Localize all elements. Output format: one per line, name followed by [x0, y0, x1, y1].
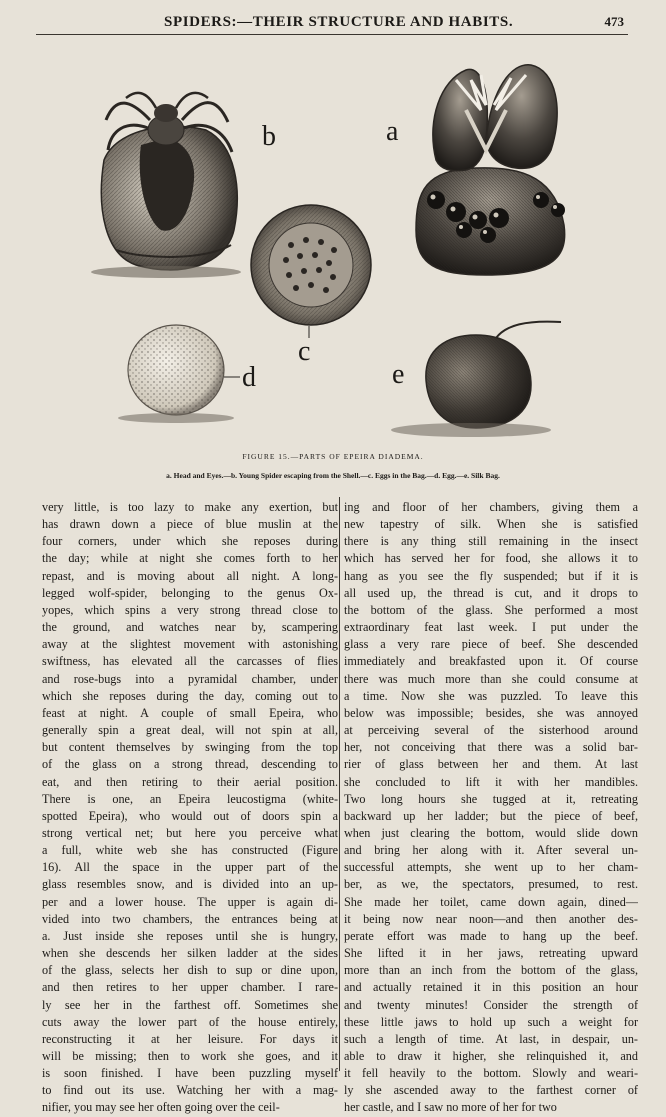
text-line: a. Just inside she reposes until she is hungry,: [42, 928, 338, 943]
text-line: able to draw it higher, she relinquished it, and: [344, 1049, 638, 1063]
text-line: She lifted it in her jaws, retreating upward: [344, 946, 638, 961]
text-line: of the glass, selects her dish to sup or dine upon,: [42, 963, 338, 978]
engraving: [86, 50, 606, 442]
text-line: backward up her ladder; but the piece of beef,: [344, 808, 638, 823]
text-line: the bottom of the glass. She performed a most: [344, 602, 638, 617]
text-line: but content themselves by swinging from the top: [42, 740, 338, 755]
text-line: cuts away the lower part of the house entirely,: [42, 1014, 338, 1029]
text-line: There is one, an Epeira leucostigma (white-: [42, 791, 338, 806]
text-line: more than an inch from the bottom of the glass,: [344, 963, 638, 978]
text-line: to find out its use. Watching her with a mag-: [42, 1083, 338, 1098]
text-line: nifier, you may see her often going over the ceil-: [42, 1100, 280, 1115]
text-line: a full, white web she has constructed (Figure: [42, 843, 338, 858]
text-line: when just clearing the bottom, would slide down: [344, 825, 638, 840]
text-line: generally spin a great deal, will not spin at all,: [42, 723, 338, 738]
text-line: glass a very rare piece of beef. She descended: [344, 637, 638, 652]
text-line: it fell heavily to the bottom. Slowly and weari-: [344, 1066, 638, 1081]
figure-caption: a. Head and Eyes.—b. Young Spider escaping from the Shell.—c. Eggs in the Bag.—d. Egg.—e. Silk Bag.: [166, 471, 500, 480]
text-line: hang as you see the fly suspended; but if it is: [344, 568, 638, 583]
text-line: there was much more than she could consume at: [344, 671, 638, 686]
text-line: vided into two chambers, the entrances being at: [42, 911, 338, 926]
text-line: feast at night. A couple of small Epeira, who: [42, 705, 338, 720]
text-line: her castle, and I saw no more of her for two: [344, 1100, 557, 1115]
label-a: a: [386, 116, 399, 147]
text-line: per and a lower house. The upper is again di-: [42, 894, 338, 909]
label-d: d: [242, 362, 256, 393]
text-line: and twenty minutes! Consider the strength of: [344, 997, 638, 1012]
left-column: [42, 499, 338, 1117]
text-line: Two long hours she tugged at it, retreating: [344, 791, 638, 806]
text-line: these little jaws to hold up such a weight for: [344, 1014, 638, 1029]
text-line: swiftness, has elevated all the carcasses of flies: [42, 654, 338, 669]
text-line: when she descends her silken ladder at the sides: [42, 946, 338, 961]
text-line: has drawn down a piece of blue muslin at the: [42, 517, 338, 532]
text-line: ly see her in the farthest off. Sometimes she: [42, 997, 338, 1012]
text-line: will be missing; then to work she goes, and it: [42, 1049, 338, 1063]
text-line: the day; while at night she comes forth to her: [42, 551, 338, 566]
text-line: immediately and breakfasted upon it. Of course: [344, 654, 638, 669]
figure-c-eggs-in-bag: [251, 205, 371, 367]
text-line: yopes, which spins a very strong thread close to: [42, 602, 338, 617]
text-line: 16). All the space in the upper part of the: [42, 860, 338, 875]
text-line: and then retires to her upper chamber. I rare-: [42, 980, 338, 995]
text-line: is soon finished. I have been puzzling myself: [42, 1066, 338, 1081]
text-line: glass resembles snow, and is divided into an up-: [42, 877, 338, 892]
page-number: 473: [604, 14, 624, 29]
text-line: repast, and is moving about all night. A long-: [42, 568, 338, 583]
page-header: [36, 10, 628, 35]
text-line: She made her toilet, came down again, dined—: [344, 894, 638, 909]
label-c: c: [298, 336, 311, 367]
text-line: ly she ascended away to the farthest corner of: [344, 1083, 638, 1098]
figure-title: FIGURE 15.—PARTS OF EPEIRA DIADEMA.: [242, 452, 424, 461]
text-line: ber, as we, the spectators, presumed, to rest.: [344, 877, 638, 892]
figure-a-head-and-eyes: [386, 65, 565, 275]
text-line: the ground, and watches near by, scampering: [42, 620, 338, 635]
column-divider: [339, 497, 340, 1071]
text-line: at perceiving several of the sisterhood around: [344, 723, 638, 738]
text-line: below was impossible; besides, she was annoyed: [344, 705, 638, 720]
text-line: and bring her along with it. After several un-: [344, 843, 638, 858]
text-line: perate effort was made to hang up the beef.: [344, 928, 638, 943]
label-e: e: [392, 359, 405, 390]
text-line: her, not conceiving that there was a solid bar-: [344, 740, 638, 755]
text-line: which has served her for food, she allows it to: [344, 551, 638, 566]
text-line: extraordinary feat last week. I put under the: [344, 620, 638, 635]
text-line: eat, and then retiring to their aerial position.: [42, 774, 338, 789]
text-line: legged wolf-spider, belonging to the genus Ox-: [42, 585, 338, 600]
text-line: strong vertical net; but here you perceive what: [42, 825, 338, 840]
text-line: it being now near noon—and then another des-: [344, 911, 638, 926]
figure-b-young-spider: [91, 93, 276, 278]
text-line: which she reposes during the day, coming out to: [42, 688, 338, 703]
figure-e-silk-bag: [391, 322, 561, 437]
text-line: rier of glass between her and them. At last: [344, 757, 638, 772]
text-line: reconstructing it at her leisure. For days it: [42, 1031, 338, 1046]
label-b: b: [262, 121, 276, 152]
text-line: spotted Epeira), who would out of doors spin a: [42, 808, 338, 823]
text-line: away at the slightest movement with astonishing: [42, 637, 338, 652]
text-line: a time. Now she was puzzled. To leave this: [344, 688, 638, 703]
text-line: new tapestry of silk. When she is satisfied: [344, 517, 638, 532]
right-column: [344, 499, 638, 1117]
figure-plate: [86, 50, 606, 442]
text-line: successful attempts, she went up to her cham-: [344, 860, 638, 875]
text-line: such a length of time. At last, in despair, un-: [344, 1031, 638, 1046]
figure-d-egg: [118, 325, 256, 423]
text-line: and rose-bugs into a pyramidal chamber, under: [42, 671, 338, 686]
text-line: there is any thing still remaining in the insect: [344, 534, 638, 549]
text-line: of the glass on a strong thread, descending to: [42, 757, 338, 772]
text-line: and actually retained it in this position an hour: [344, 980, 638, 995]
text-line: all used up, the thread is cut, and it drops to: [344, 585, 638, 600]
text-line: she concluded to lift it with her mandibles.: [344, 774, 638, 789]
text-line: very little, is too lazy to make any exertion, but: [42, 500, 338, 514]
text-line: ing and floor of her chambers, giving them a: [344, 500, 638, 514]
text-line: four corners, under which she reposes during: [42, 534, 338, 549]
running-head: SPIDERS:—THEIR STRUCTURE AND HABITS.: [164, 14, 514, 30]
